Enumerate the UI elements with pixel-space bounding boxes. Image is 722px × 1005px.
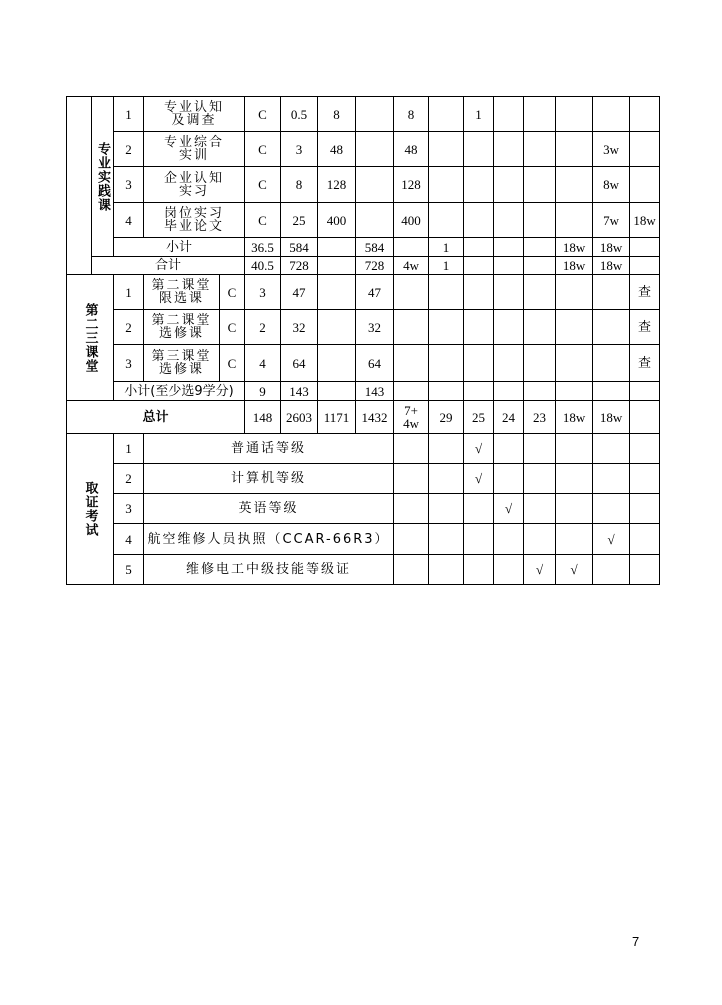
table-row (67, 345, 660, 382)
row-no: 3 (114, 345, 144, 382)
credit: 25 (281, 203, 318, 238)
semester-s7 (593, 382, 630, 401)
semester-s4 (524, 203, 556, 238)
theory-hours (356, 203, 394, 238)
check-cell-4 (494, 464, 524, 494)
check-cell-3: √ (464, 464, 494, 494)
theory-hours (356, 132, 394, 167)
semester-s6: 7w (593, 203, 630, 238)
check-cell-4: √ (494, 494, 524, 524)
hours: 47 (281, 275, 318, 310)
credit: 36.5 (245, 238, 281, 257)
course-name: 岗位实习 毕业论文 (144, 203, 245, 238)
check-cell-6 (556, 494, 593, 524)
check-cell-8 (630, 494, 660, 524)
check-cell-5: √ (524, 555, 556, 585)
hours: 32 (281, 310, 318, 345)
check-cell-2 (429, 555, 464, 585)
semester-s7 (593, 310, 630, 345)
semester-s2 (464, 203, 494, 238)
credit: 4 (245, 345, 281, 382)
total-row (67, 257, 660, 275)
semester-s5 (556, 132, 593, 167)
check-cell-6 (556, 434, 593, 464)
semester-s7 (593, 345, 630, 382)
semester-s5: 23 (524, 401, 556, 434)
semester-s5 (556, 203, 593, 238)
course-type: C (220, 310, 245, 345)
semester-s2: 29 (429, 401, 464, 434)
check-cell-7 (593, 494, 630, 524)
theory-hours: 1171 (318, 401, 356, 434)
semester-s7: 18w (593, 401, 630, 434)
hours: 64 (281, 345, 318, 382)
hours: 143 (281, 382, 318, 401)
course-type: C (220, 275, 245, 310)
semester-s7 (630, 132, 660, 167)
check-cell-7 (593, 555, 630, 585)
semester-s1 (394, 238, 429, 257)
empty-block-cell (67, 97, 92, 275)
table-row (67, 310, 660, 345)
table-row (67, 275, 660, 310)
check-cell-3 (464, 555, 494, 585)
hours: 728 (281, 257, 318, 275)
course-type: C (245, 132, 281, 167)
hours: 584 (281, 238, 318, 257)
semester-s4 (494, 275, 524, 310)
check-cell-2 (429, 494, 464, 524)
semester-s6: 18w (556, 238, 593, 257)
semester-s7 (630, 167, 660, 203)
semester-s2 (429, 345, 464, 382)
semester-s1: 4w (394, 257, 429, 275)
theory-hours (318, 382, 356, 401)
practice-hours: 64 (356, 345, 394, 382)
practice-hours: 128 (394, 167, 429, 203)
course-type: C (245, 167, 281, 203)
credit: 3 (281, 132, 318, 167)
practice-hours: 1432 (356, 401, 394, 434)
check-cell-1 (394, 555, 429, 585)
practice-hours: 728 (356, 257, 394, 275)
credit: 148 (245, 401, 281, 434)
check-cell-2 (429, 464, 464, 494)
semester-s4 (494, 257, 524, 275)
assessment (630, 401, 660, 434)
subtotal-label: 小计 (114, 238, 245, 257)
assessment: 查 (630, 345, 660, 382)
hours: 8 (318, 97, 356, 132)
semester-s2: 1 (464, 97, 494, 132)
check-cell-4 (494, 524, 524, 555)
semester-s7 (593, 275, 630, 310)
credit: 9 (245, 382, 281, 401)
check-cell-3 (464, 524, 494, 555)
check-cell-4 (494, 434, 524, 464)
check-cell-2 (429, 434, 464, 464)
check-cell-7 (593, 434, 630, 464)
semester-s6 (556, 345, 593, 382)
check-cell-6 (556, 464, 593, 494)
check-cell-8 (630, 464, 660, 494)
hours: 48 (318, 132, 356, 167)
course-name: 企业认知 实习 (144, 167, 245, 203)
course-name: 专业认知 及调查 (144, 97, 245, 132)
practice-hours: 48 (394, 132, 429, 167)
check-cell-3: √ (464, 434, 494, 464)
check-cell-5 (524, 524, 556, 555)
semester-s6 (556, 382, 593, 401)
total-label: 合计 (92, 257, 245, 275)
semester-s6: 8w (593, 167, 630, 203)
semester-s3 (494, 97, 524, 132)
row-no: 1 (114, 434, 144, 464)
check-cell-1 (394, 494, 429, 524)
row-no: 2 (114, 310, 144, 345)
row-no: 2 (114, 464, 144, 494)
semester-s3: 25 (464, 401, 494, 434)
category-second-class: 第二三课堂 (67, 275, 114, 401)
semester-s7: 18w (630, 203, 660, 238)
semester-s2: 1 (429, 257, 464, 275)
grand-total-label: 总计 (67, 401, 245, 434)
theory-hours (318, 345, 356, 382)
check-cell-8 (630, 434, 660, 464)
semester-s6 (556, 275, 593, 310)
semester-s7: 18w (593, 238, 630, 257)
course-type: C (220, 345, 245, 382)
hours: 400 (318, 203, 356, 238)
category-practice: 专业实践课 (92, 97, 114, 257)
row-no: 1 (114, 97, 144, 132)
semester-s2: 1 (429, 238, 464, 257)
row-no: 4 (114, 203, 144, 238)
semester-s1: 7+ 4w (394, 401, 429, 434)
semester-s5 (524, 310, 556, 345)
subtotal-label: 小计(至少选9学分) (114, 382, 245, 401)
certificate-name: 英语等级 (144, 494, 394, 524)
certificate-name: 普通话等级 (144, 434, 394, 464)
assessment (630, 257, 660, 275)
table-row (67, 97, 660, 132)
assessment (630, 238, 660, 257)
semester-s5 (524, 345, 556, 382)
practice-hours: 143 (356, 382, 394, 401)
table-body (67, 97, 660, 585)
row-no: 3 (114, 167, 144, 203)
check-cell-8 (630, 555, 660, 585)
subtotal-row (67, 382, 660, 401)
semester-s2 (464, 132, 494, 167)
semester-s4 (494, 382, 524, 401)
semester-s4 (494, 345, 524, 382)
semester-s3 (494, 132, 524, 167)
check-cell-5 (524, 494, 556, 524)
check-cell-6 (556, 524, 593, 555)
check-cell-6: √ (556, 555, 593, 585)
course-name: 第二课堂 选修课 (144, 310, 220, 345)
course-name: 第二课堂 限选课 (144, 275, 220, 310)
table-row (67, 203, 660, 238)
semester-s1 (429, 97, 464, 132)
semester-s3 (464, 238, 494, 257)
semester-s6: 18w (556, 257, 593, 275)
table-row (67, 434, 660, 464)
semester-s4: 24 (494, 401, 524, 434)
semester-s4 (494, 238, 524, 257)
check-cell-1 (394, 464, 429, 494)
theory-hours (318, 257, 356, 275)
check-cell-1 (394, 524, 429, 555)
page-number: 7 (632, 934, 640, 949)
course-plan-table (66, 96, 660, 585)
check-cell-3 (464, 494, 494, 524)
semester-s5 (524, 257, 556, 275)
row-no: 3 (114, 494, 144, 524)
table-row (67, 464, 660, 494)
hours: 2603 (281, 401, 318, 434)
semester-s1 (394, 275, 429, 310)
course-type: C (245, 97, 281, 132)
credit: 2 (245, 310, 281, 345)
assessment: 查 (630, 275, 660, 310)
theory-hours (318, 275, 356, 310)
semester-s1 (394, 310, 429, 345)
semester-s4 (494, 310, 524, 345)
certificate-name: 航空维修人员执照（CCAR-66R3） (144, 524, 394, 555)
semester-s1 (429, 203, 464, 238)
semester-s3 (464, 275, 494, 310)
assessment: 查 (630, 310, 660, 345)
assessment (630, 382, 660, 401)
semester-s4 (524, 97, 556, 132)
grand-total-row (67, 401, 660, 434)
table-row (67, 132, 660, 167)
check-cell-5 (524, 434, 556, 464)
practice-hours: 32 (356, 310, 394, 345)
theory-hours (318, 310, 356, 345)
row-no: 1 (114, 275, 144, 310)
check-cell-1 (394, 434, 429, 464)
course-name: 专业综合 实训 (144, 132, 245, 167)
semester-s3 (494, 203, 524, 238)
semester-s3 (464, 257, 494, 275)
check-cell-7 (593, 464, 630, 494)
practice-hours: 47 (356, 275, 394, 310)
semester-s5 (524, 382, 556, 401)
row-no: 2 (114, 132, 144, 167)
subtotal-row (67, 238, 660, 257)
check-cell-2 (429, 524, 464, 555)
semester-s4 (524, 167, 556, 203)
semester-s2 (464, 167, 494, 203)
semester-s5 (556, 167, 593, 203)
semester-s1 (394, 345, 429, 382)
semester-s3 (494, 167, 524, 203)
table-row (67, 494, 660, 524)
practice-hours: 8 (394, 97, 429, 132)
category-certificates: 取证考试 (67, 434, 114, 585)
course-name: 第三课堂 选修课 (144, 345, 220, 382)
semester-s3 (464, 382, 494, 401)
semester-s7: 18w (593, 257, 630, 275)
semester-s6: 18w (556, 401, 593, 434)
credit: 40.5 (245, 257, 281, 275)
check-cell-5 (524, 464, 556, 494)
theory-hours (356, 167, 394, 203)
theory-hours (318, 238, 356, 257)
credit: 8 (281, 167, 318, 203)
semester-s5 (524, 238, 556, 257)
semester-s4 (524, 132, 556, 167)
semester-s1 (394, 382, 429, 401)
course-type: C (245, 203, 281, 238)
practice-hours: 400 (394, 203, 429, 238)
row-no: 5 (114, 555, 144, 585)
check-cell-7: √ (593, 524, 630, 555)
semester-s6 (556, 310, 593, 345)
table-row (67, 167, 660, 203)
practice-hours: 584 (356, 238, 394, 257)
credit: 3 (245, 275, 281, 310)
theory-hours (356, 97, 394, 132)
semester-s6: 3w (593, 132, 630, 167)
credit: 0.5 (281, 97, 318, 132)
semester-s6 (593, 97, 630, 132)
semester-s3 (464, 310, 494, 345)
semester-s2 (429, 382, 464, 401)
semester-s7 (630, 97, 660, 132)
table-row (67, 524, 660, 555)
semester-s5 (556, 97, 593, 132)
row-no: 4 (114, 524, 144, 555)
semester-s3 (464, 345, 494, 382)
semester-s5 (524, 275, 556, 310)
check-cell-4 (494, 555, 524, 585)
table-row (67, 555, 660, 585)
certificate-name: 维修电工中级技能等级证 (144, 555, 394, 585)
hours: 128 (318, 167, 356, 203)
certificate-name: 计算机等级 (144, 464, 394, 494)
semester-s2 (429, 275, 464, 310)
semester-s2 (429, 310, 464, 345)
semester-s1 (429, 167, 464, 203)
check-cell-8 (630, 524, 660, 555)
semester-s1 (429, 132, 464, 167)
